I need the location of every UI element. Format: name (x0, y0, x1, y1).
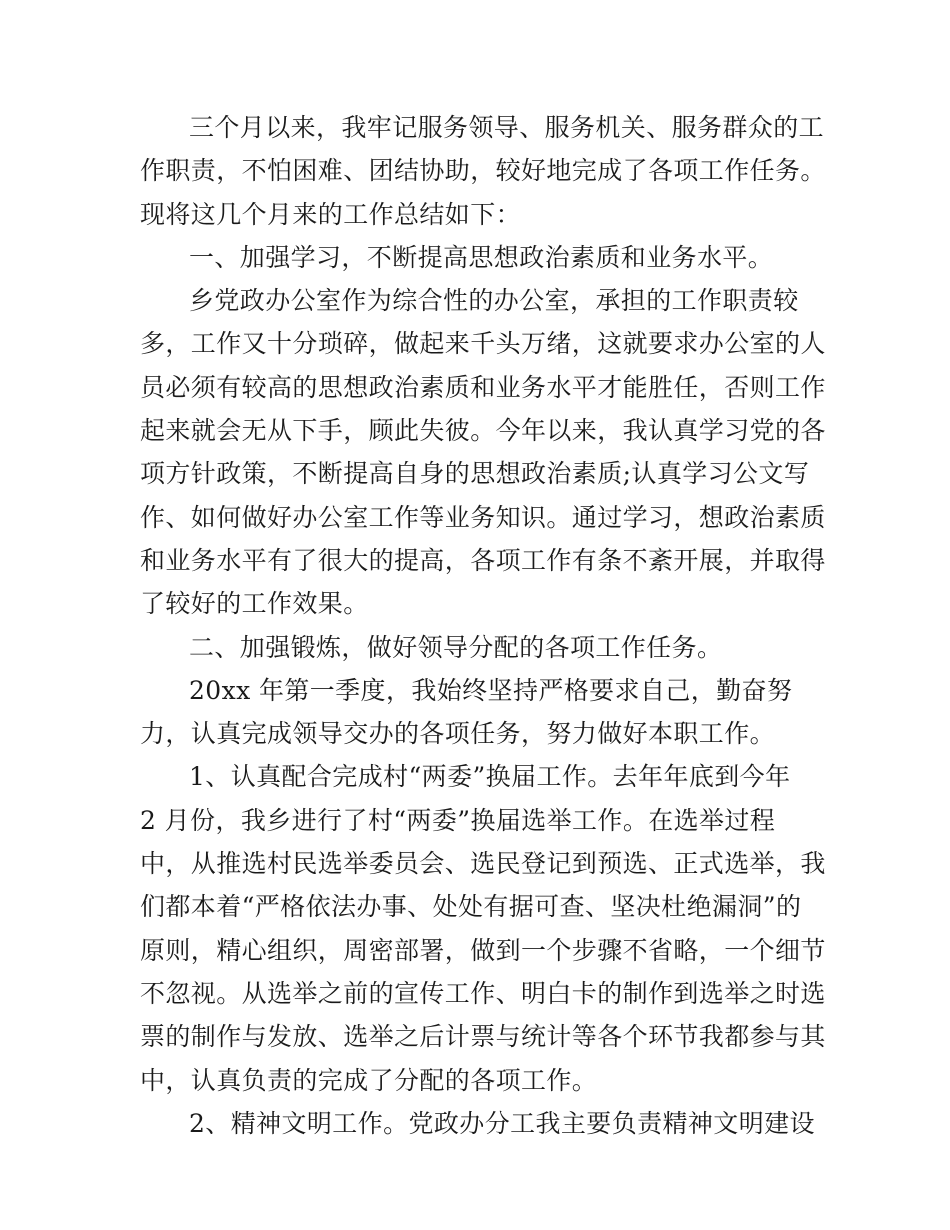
text-line: 起来就会无从下手，顾此失彼。今年以来，我认真学习党的各 (140, 416, 826, 446)
text-line: 多，工作又十分琐碎，做起来千头万绪，这就要求办公室的人 (140, 329, 826, 359)
text-line: 了较好的工作效果。 (140, 589, 369, 619)
text-line: 1、认真配合完成村“两委”换届工作。去年年底到今年 (189, 762, 791, 792)
text-line: 20xx 年第一季度，我始终坚持严格要求自己，勤奋努 (189, 675, 793, 705)
text-line: 现将这几个月来的工作总结如下： (140, 199, 522, 229)
text-line: 不忽视。从选举之前的宣传工作、明白卡的制作到选举之时选 (140, 978, 826, 1008)
text-line: 票的制作与发放、选举之后计票与统计等各个环节我都参与其 (140, 1022, 826, 1052)
text-line: 员必须有较高的思想政治素质和业务水平才能胜任，否则工作 (140, 372, 826, 402)
text-line: 二、加强锻炼，做好领导分配的各项工作任务。 (189, 632, 723, 662)
text-line: 中，从推选村民选举委员会、选民登记到预选、正式选举，我 (140, 849, 826, 879)
text-line: 作职责，不怕困难、团结协助，较好地完成了各项工作任务。 (140, 156, 826, 186)
text-line: 2、精神文明工作。党政办分工我主要负责精神文明建设 (189, 1108, 815, 1138)
text-line: 三个月以来，我牢记服务领导、服务机关、服务群众的工 (189, 113, 825, 142)
text-line: 力，认真完成领导交办的各项任务，努力做好本职工作。 (140, 719, 776, 749)
text-line: 作、如何做好办公室工作等业务知识。通过学习，想政治素质 (140, 502, 826, 532)
text-line: 和业务水平有了很大的提高，各项工作有条不紊开展，并取得 (140, 545, 826, 575)
text-line: 们都本着“严格依法办事、处处有据可查、坚决杜绝漏洞”的 (140, 892, 802, 922)
text-line: 中，认真负责的完成了分配的各项工作。 (140, 1065, 598, 1095)
text-line: 原则，精心组织，周密部署，做到一个步骤不省略，一个细节 (140, 935, 826, 965)
text-line: 项方针政策，不断提高自身的思想政治素质;认真学习公文写 (140, 459, 810, 489)
text-line: 乡党政办公室作为综合性的办公室，承担的工作职责较 (189, 286, 799, 316)
document-body (140, 106, 826, 1145)
text-line: 一、加强学习，不断提高思想政治素质和业务水平。 (189, 242, 774, 272)
text-line: 2 月份，我乡进行了村“两委”换届选举工作。在选举过程 (140, 805, 776, 835)
